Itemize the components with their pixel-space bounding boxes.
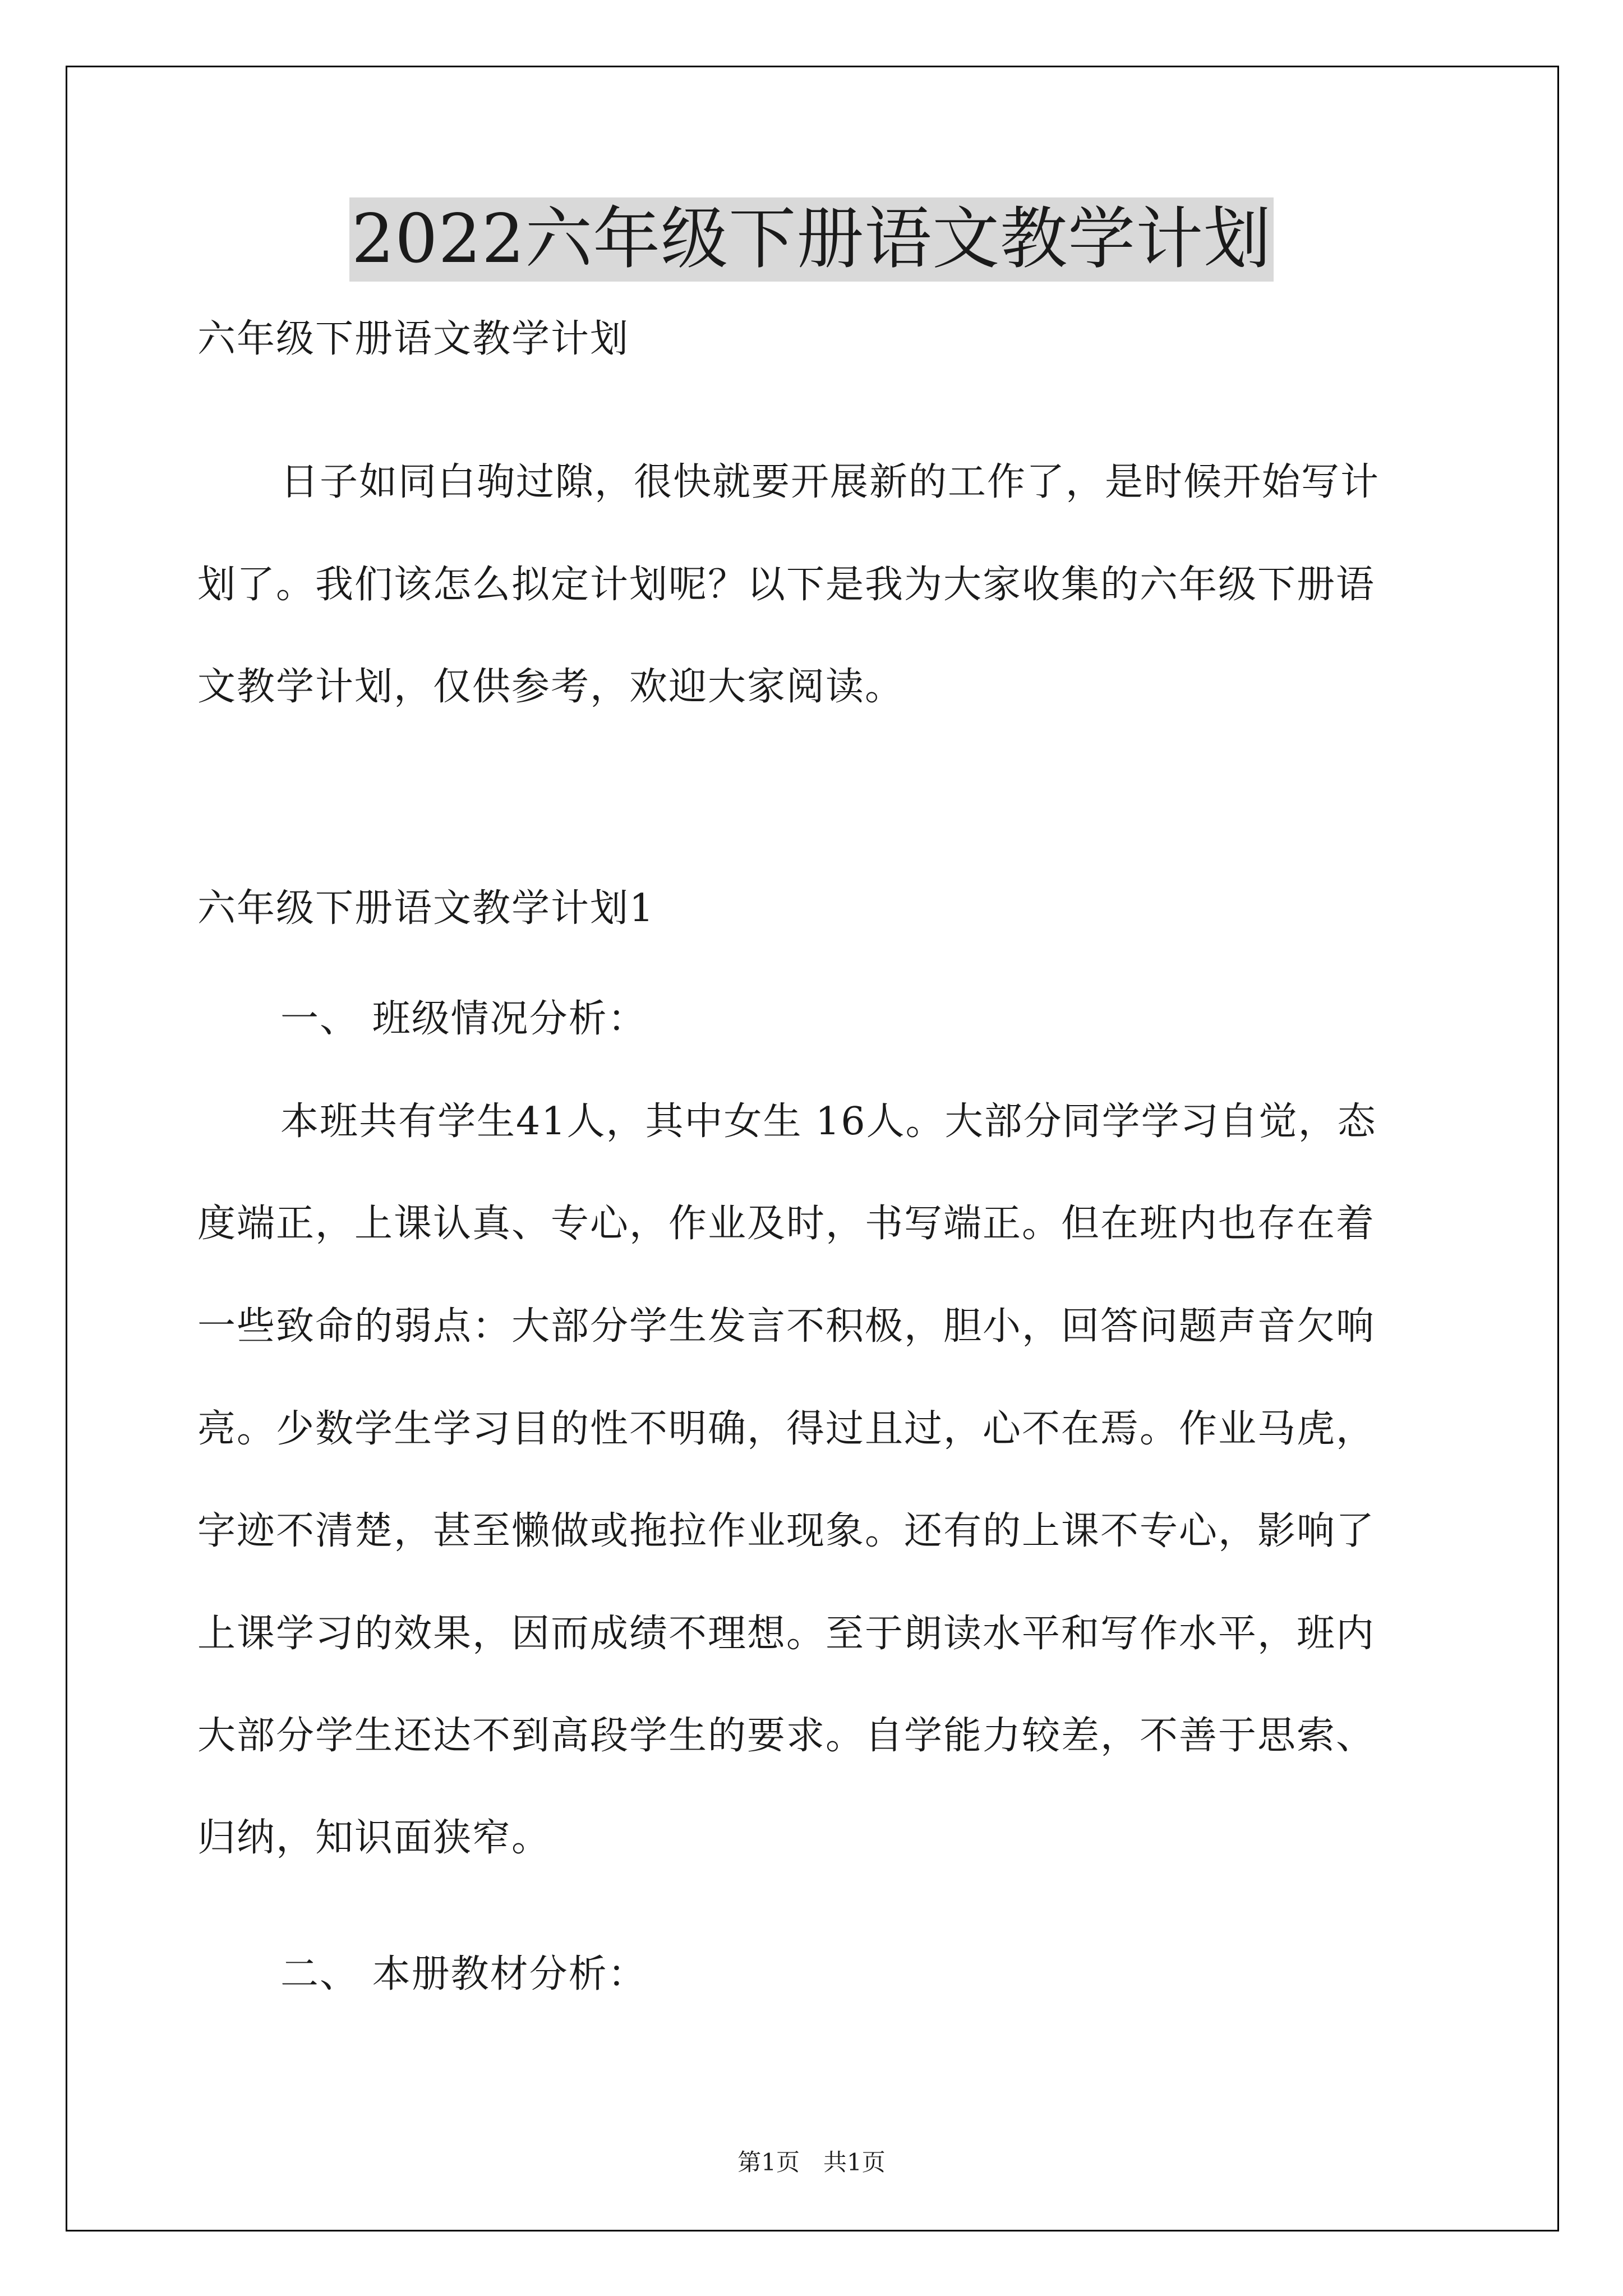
intro-paragraph-line: 日子如同白驹过隙，很快就要开展新的工作了，是时候开始写计 xyxy=(280,460,1380,504)
page-border xyxy=(66,66,1559,2231)
body-paragraph-line: 上课学习的效果，因而成绩不理想。至于朗读水平和写作水平，班内 xyxy=(197,1612,1376,1656)
heading-textbook-analysis: 二、 本册教材分析： xyxy=(280,1952,647,1996)
document-title-text: 2022六年级下册语文教学计划 xyxy=(349,197,1274,282)
body-paragraph-line: 本班共有学生41人，其中女生 16人。大部分同学学习自觉，态 xyxy=(280,1099,1377,1144)
intro-paragraph-line: 划了。我们该怎么拟定计划呢？以下是我为大家收集的六年级下册语 xyxy=(197,563,1376,607)
body-paragraph-line: 度端正，上课认真、专心，作业及时，书写端正。但在班内也存在着 xyxy=(197,1202,1376,1246)
heading-class-analysis: 一、 班级情况分析： xyxy=(280,997,647,1041)
intro-paragraph-line: 文教学计划，仅供参考，欢迎大家阅读。 xyxy=(197,665,905,709)
document-title xyxy=(0,197,1623,282)
body-paragraph-line: 归纳，知识面狭窄。 xyxy=(197,1816,551,1860)
body-paragraph-line: 字迹不清楚，甚至懒做或拖拉作业现象。还有的上课不专心，影响了 xyxy=(197,1509,1376,1553)
page-footer: 第1页 共1页 xyxy=(737,2148,886,2176)
body-paragraph-line: 大部分学生还达不到高段学生的要求。自学能力较差，不善于思索、 xyxy=(197,1714,1376,1758)
body-paragraph-line: 亮。少数学生学习目的性不明确，得过且过，心不在焉。作业马虎， xyxy=(197,1407,1376,1451)
document-subtitle: 六年级下册语文教学计划 xyxy=(197,317,630,361)
section-heading: 六年级下册语文教学计划1 xyxy=(197,886,655,931)
body-paragraph-line: 一些致命的弱点：大部分学生发言不积极，胆小，回答问题声音欠响 xyxy=(197,1304,1376,1349)
